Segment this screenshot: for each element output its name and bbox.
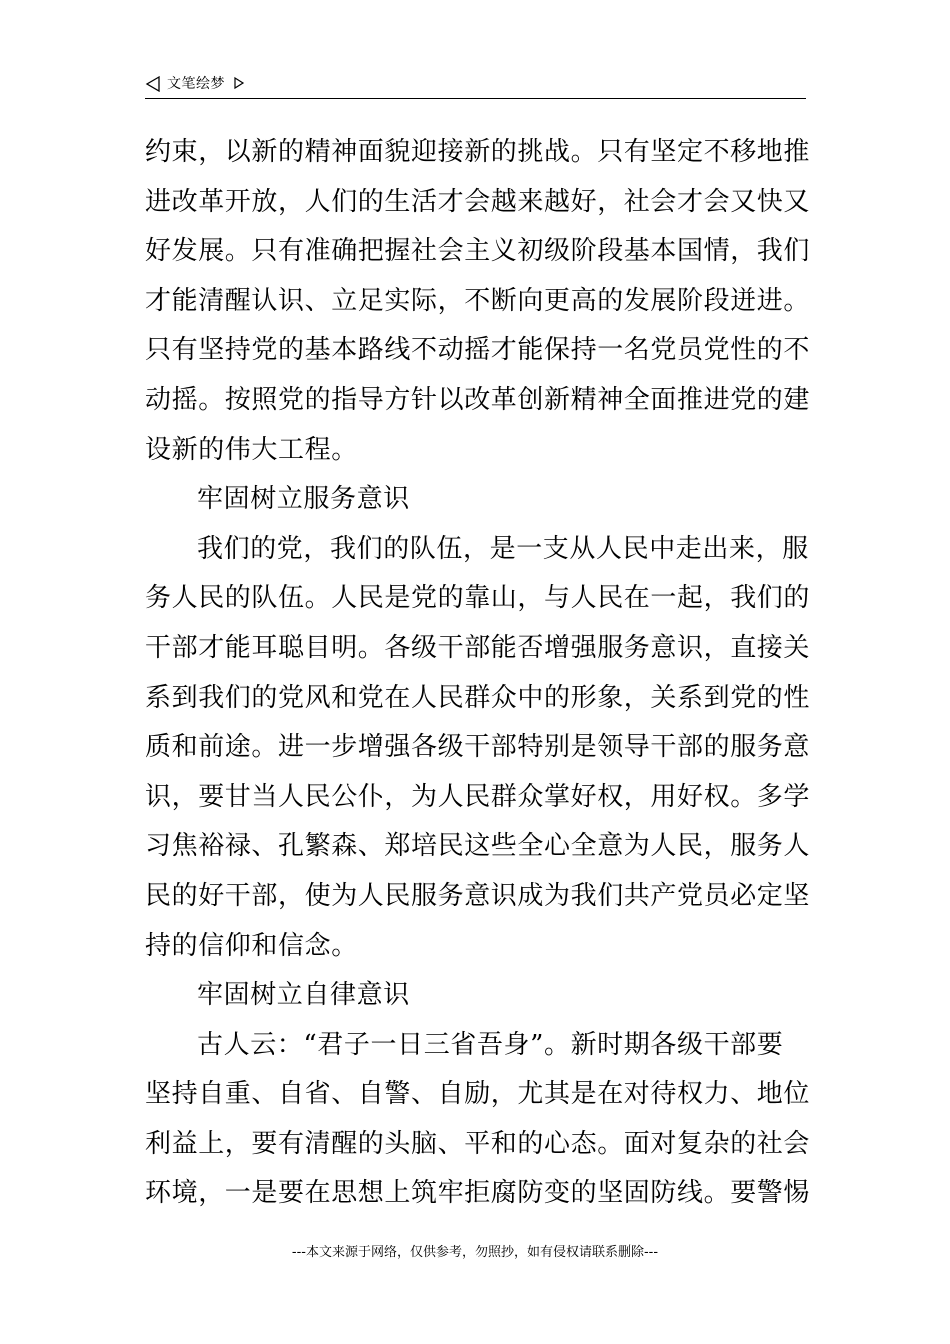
text-line: 坚持自重、自省、自警、自励，尤其是在对待权力、地位	[145, 1079, 811, 1110]
text-line: 我们的党，我们的队伍，是一支从人民中走出来，服	[197, 533, 809, 564]
text-line: 习焦裕禄、孔繁森、郑培民这些全心全意为人民，服务人	[145, 831, 811, 862]
text-line: 务人民的队伍。人民是党的靠山，与人民在一起，我们的	[145, 583, 811, 614]
section-heading: 牢固树立自律意识	[197, 980, 410, 1011]
text-line: 进改革开放，人们的生活才会越来越好，社会才会又快又	[145, 186, 811, 217]
text-line: 质和前途。进一步增强各级干部特别是领导干部的服务意	[145, 732, 811, 763]
text-line: 干部才能耳聪目明。各级干部能否增强服务意识，直接关	[145, 632, 811, 663]
page-header	[145, 72, 806, 99]
text-line: 系到我们的党风和党在人民群众中的形象，关系到党的性	[145, 682, 811, 713]
document-body	[145, 128, 811, 1219]
text-line: 持的信仰和信念。	[145, 930, 358, 961]
section-heading: 牢固树立服务意识	[197, 484, 410, 515]
text-line: 古人云：“君子一日三省吾身”。新时期各级干部要	[197, 1029, 784, 1060]
page-footer: ---本文来源于网络，仅供参考，勿照抄，如有侵权请联系删除---	[291, 1245, 659, 1260]
text-line: 利益上，要有清醒的头脑、平和的心态。面对复杂的社会	[145, 1128, 811, 1159]
text-line: 设新的伟大工程。	[145, 434, 358, 465]
text-line: 环境，一是要在思想上筑牢拒腐防变的坚固防线。要警惕	[145, 1178, 811, 1209]
text-line: 民的好干部，使为人民服务意识成为我们共产党员必定坚	[145, 880, 811, 911]
text-line: 好发展。只有准确把握社会主义初级阶段基本国情，我们	[145, 236, 811, 267]
text-line: 识，要甘当人民公仆，为人民群众掌好权，用好权。多学	[145, 781, 811, 812]
header-title: 文笔绘梦	[167, 76, 225, 92]
text-line: 动摇。按照党的指导方针以改革创新精神全面推进党的建	[145, 384, 811, 415]
text-line: 约束，以新的精神面貌迎接新的挑战。只有坚定不移地推	[145, 137, 811, 167]
text-line: 才能清醒认识、立足实际，不断向更高的发展阶段迸进。	[145, 285, 811, 316]
triangle-left-icon	[145, 76, 161, 92]
text-line: 只有坚持党的基本路线不动摇才能保持一名党员党性的不	[145, 335, 811, 366]
triangle-right-icon	[233, 76, 245, 90]
